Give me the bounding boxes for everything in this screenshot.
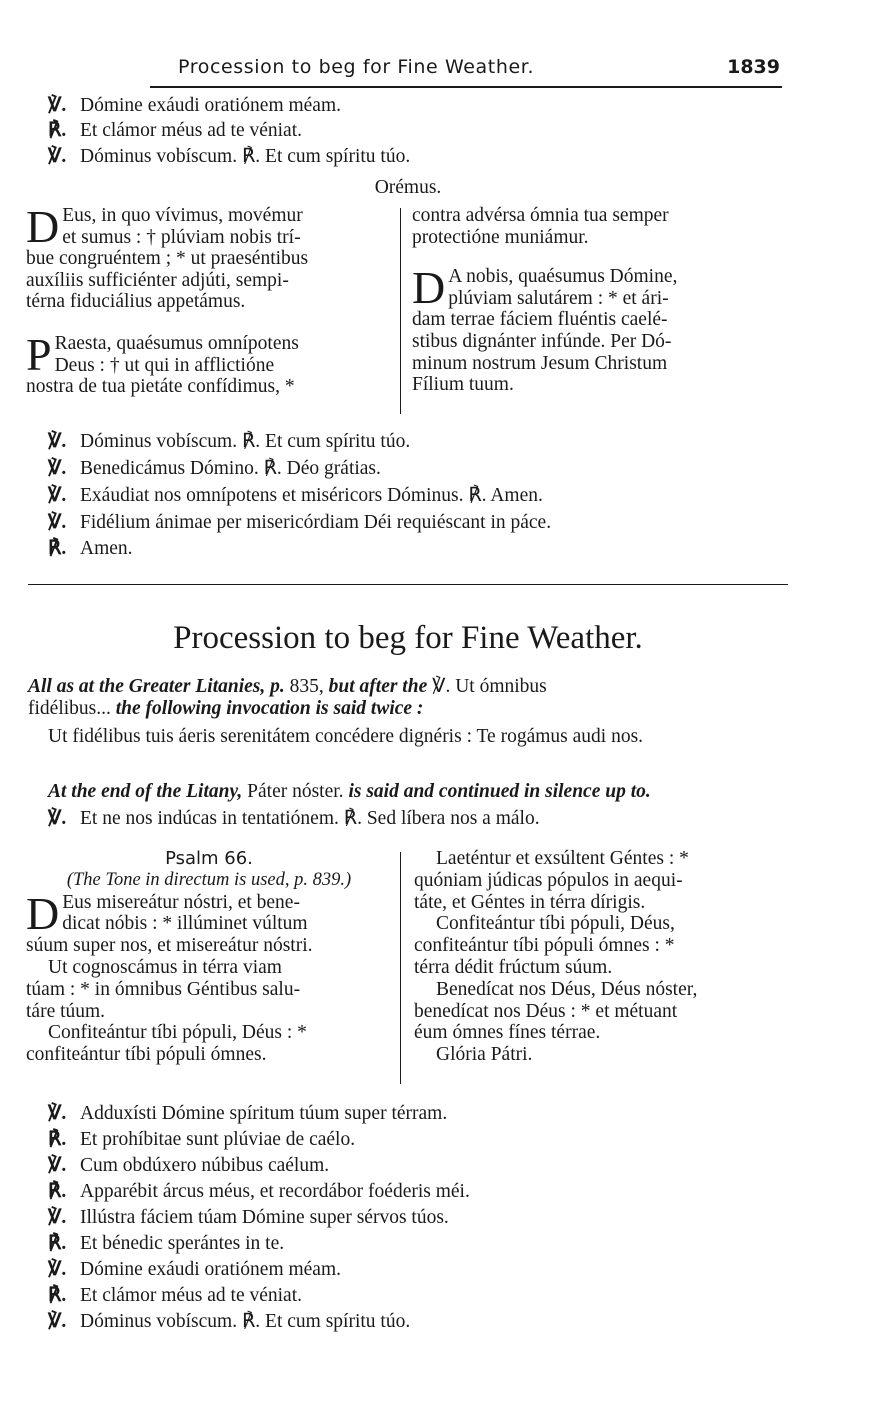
response-text: Et prohíbitae sunt plúviae de caélo. <box>80 1129 356 1150</box>
invocation-text: Ut fidélibus tuis áeris serenitátem concédere dignéris : Te rogámus audi nos. <box>48 726 644 747</box>
psalm-verse <box>414 848 782 913</box>
column-divider <box>400 208 401 414</box>
prayer-line: protectióne muniámur. <box>412 226 589 248</box>
rubric-paragraph <box>28 676 780 720</box>
oremus-heading: Orémus. <box>374 177 442 198</box>
psalm-line: táte, et Géntes in térra dírigis. <box>414 891 646 913</box>
prayer-line: nostra de tua pietáte confídimus, * <box>26 376 295 398</box>
versicle-line <box>48 145 410 169</box>
versicle-line <box>48 1258 341 1282</box>
versicle-symbol: ℣. <box>48 1103 67 1124</box>
section-divider <box>28 584 788 585</box>
response-line <box>48 119 302 143</box>
column-divider <box>400 852 401 1084</box>
versicle-text: Et ne nos indúcas in tentatiónem. ℟. Sed líbera nos a málo. <box>80 808 540 829</box>
collect-deus <box>26 201 392 313</box>
versicle-text: Benedicámus Dómino. ℟. Déo grátias. <box>80 458 381 479</box>
versicle-line <box>48 1206 449 1230</box>
versicle-text: Dóminus vobíscum. ℟. Et cum spíritu túo. <box>80 146 411 167</box>
rubric-paragraph <box>28 781 780 803</box>
prayer-line: et sumus : † plúviam nobis trí- <box>62 226 301 248</box>
psalm-line: Confiteántur tíbi pópuli, Déus : * <box>48 1022 307 1044</box>
page-number: 1839 <box>727 56 780 78</box>
psalm-verse <box>414 979 782 1044</box>
versicle-symbol: ℣. <box>48 146 67 167</box>
versicle-symbol: ℣. <box>48 1311 67 1332</box>
psalm-column-left <box>26 848 392 1066</box>
prayer-line: A nobis, quaésumus Dómine, <box>448 266 678 288</box>
psalm-line: quóniam júdicas pópulos in aequi- <box>414 869 683 891</box>
versicle-text: Dóminus vobíscum. ℟. Et cum spíritu túo. <box>80 1311 411 1332</box>
rubric-text: At the end of the Litany, <box>48 781 243 802</box>
psalm-line: súum super nos, et misereátur nóstri. <box>26 935 313 957</box>
response-line <box>48 537 133 561</box>
versicle-symbol: ℣. <box>48 458 67 479</box>
psalm-column-right <box>414 848 782 1066</box>
response-line <box>48 1180 470 1204</box>
versicle-line <box>48 430 410 454</box>
prayer-line: Fílium tuum. <box>412 374 514 396</box>
response-text: Et clámor méus ad te véniat. <box>80 120 303 141</box>
psalm-verse <box>26 1022 392 1066</box>
versicle-text: Illústra fáciem túam Dómine super sérvos túos. <box>80 1207 449 1228</box>
response-symbol: ℟. <box>48 120 67 141</box>
psalm-line: benedícat nos Déus : * et métuant <box>414 1000 678 1022</box>
psalm-line: Benedícat nos Déus, Déus nóster, <box>436 978 698 1000</box>
page-reference: 835, <box>284 676 329 697</box>
psalm-line: Confiteántur tíbi pópuli, Déus, <box>436 913 675 935</box>
section-title: Procession to beg for Fine Weather. <box>173 620 643 656</box>
psalm-line: confiteántur tíbi pópuli ómnes. <box>26 1044 267 1066</box>
versicle-symbol: ℣. <box>48 431 67 452</box>
prayer-line: dam terrae fáciem fluéntis caelé- <box>412 309 668 331</box>
versicle-symbol: ℣. <box>48 512 67 533</box>
prayer-line: bue congruéntem ; * ut praeséntibus <box>26 248 309 270</box>
collect-praesta <box>26 328 392 398</box>
versicle-line <box>48 511 551 535</box>
versicle-line <box>48 1102 447 1126</box>
psalm-line: Ut cognoscámus in térra viam <box>48 956 282 978</box>
prayer-column-left <box>26 201 392 398</box>
psalm-line: térra dédit frúctum súum. <box>414 956 613 978</box>
prayer-line: Deus : † ut qui in afflictióne <box>54 354 275 376</box>
psalm-line: Laeténtur et exsúltent Géntes : * <box>436 848 689 869</box>
response-text: Amen. <box>80 538 133 559</box>
versicle-line <box>48 1310 410 1334</box>
psalm-verse <box>26 887 392 957</box>
prayer-line: térna fiduciálius appetámus. <box>26 291 246 313</box>
tone-note: (The Tone in directum is used, p. 839.) <box>66 869 352 890</box>
prayer-line: plúviam salutárem : * et ári- <box>448 287 669 309</box>
rubric-text: but after the <box>328 676 428 697</box>
drop-cap: D <box>26 887 60 939</box>
versicle-text: Fidélium ánimae per misericórdiam Déi requiéscant in páce. <box>80 512 552 533</box>
running-title: Procession to beg for Fine Weather. <box>178 56 535 78</box>
versicle-text: Adduxísti Dómine spíritum túum super térram. <box>80 1103 448 1124</box>
drop-cap: P <box>26 328 52 380</box>
collect-da-nobis <box>412 262 778 396</box>
psalm-verse <box>414 913 782 978</box>
versicle-line <box>48 94 341 118</box>
psalm-line: túam : * in ómnibus Géntibus salu- <box>26 978 301 1000</box>
psalm-line: táre túum. <box>26 1000 106 1022</box>
prayer-line: stibus dignánter infúnde. Per Dó- <box>412 330 672 352</box>
versicle-line <box>48 484 543 508</box>
response-symbol: ℟. <box>48 1129 67 1150</box>
gloria-patri: Glória Pátri. <box>436 1044 533 1066</box>
psalm-heading: Psalm 66. <box>165 848 253 869</box>
response-line <box>48 1128 355 1152</box>
drop-cap: D <box>26 201 60 252</box>
drop-cap: D <box>412 262 446 314</box>
response-line <box>48 1232 284 1256</box>
prayer-line: Raesta, quaésumus omnípotens <box>54 332 299 354</box>
header-rule <box>150 86 782 88</box>
psalm-line: dicat nóbis : * illúminet vúltum <box>62 913 308 935</box>
collect-continuation <box>412 205 778 248</box>
psalm-line: Eus misereátur nóstri, et bene- <box>62 891 300 913</box>
prayer-column-right <box>412 205 778 396</box>
versicle-symbol: ℣. <box>48 1155 67 1176</box>
response-line <box>48 1284 302 1308</box>
versicle-symbol: ℣. <box>48 808 67 829</box>
prayer-line: contra advérsa ómnia tua semper <box>412 205 669 226</box>
psalm-line: éum ómnes fínes térrae. <box>414 1022 601 1044</box>
versicle-symbol: ℣. <box>48 1207 67 1228</box>
incipit-text: fidélibus... <box>28 698 111 719</box>
psalm-line: confiteántur tíbi pópuli ómnes : * <box>414 935 675 957</box>
response-symbol: ℟. <box>48 1181 67 1202</box>
response-symbol: ℟. <box>48 538 67 559</box>
versicle-text: Dómine exáudi oratiónem méam. <box>80 95 342 116</box>
versicle-text: Dómine exáudi oratiónem méam. <box>80 1259 342 1280</box>
response-text: Et clámor méus ad te véniat. <box>80 1285 303 1306</box>
versicle-text: Dóminus vobíscum. ℟. Et cum spíritu túo. <box>80 431 411 452</box>
rubric-text: is said and continued in silence up to. <box>348 781 651 802</box>
versicle-text: Exáudiat nos omnípotens et miséricors Dóminus. ℟. Amen. <box>80 485 543 506</box>
response-text: Apparébit árcus méus, et recordábor foéderis méi. <box>80 1181 470 1202</box>
versicle-line <box>48 1154 329 1178</box>
response-symbol: ℟. <box>48 1285 67 1306</box>
prayer-line: Eus, in quo vívimus, movémur <box>62 205 303 226</box>
running-header <box>28 56 780 82</box>
rubric-text: All as at the Greater Litanies, p. <box>28 676 285 697</box>
versicle-text: Cum obdúxero núbibus caélum. <box>80 1155 330 1176</box>
rubric-text: the following invocation is said twice : <box>110 698 424 719</box>
response-text: Et bénedic sperántes in te. <box>80 1233 285 1254</box>
incipit-text: ℣. Ut ómnibus <box>427 676 547 697</box>
versicle-symbol: ℣. <box>48 485 67 506</box>
prayer-line: auxíliis sufficiénter adjúti, sempi- <box>26 269 289 291</box>
versicle-line <box>48 457 381 481</box>
versicle-line <box>48 807 540 831</box>
versicle-symbol: ℣. <box>48 1259 67 1280</box>
prayer-line: minum nostrum Jesum Christum <box>412 352 668 374</box>
psalm-verse <box>26 957 392 1022</box>
response-symbol: ℟. <box>48 1233 67 1254</box>
versicle-symbol: ℣. <box>48 95 67 116</box>
incipit-text: Páter nóster. <box>242 781 349 802</box>
